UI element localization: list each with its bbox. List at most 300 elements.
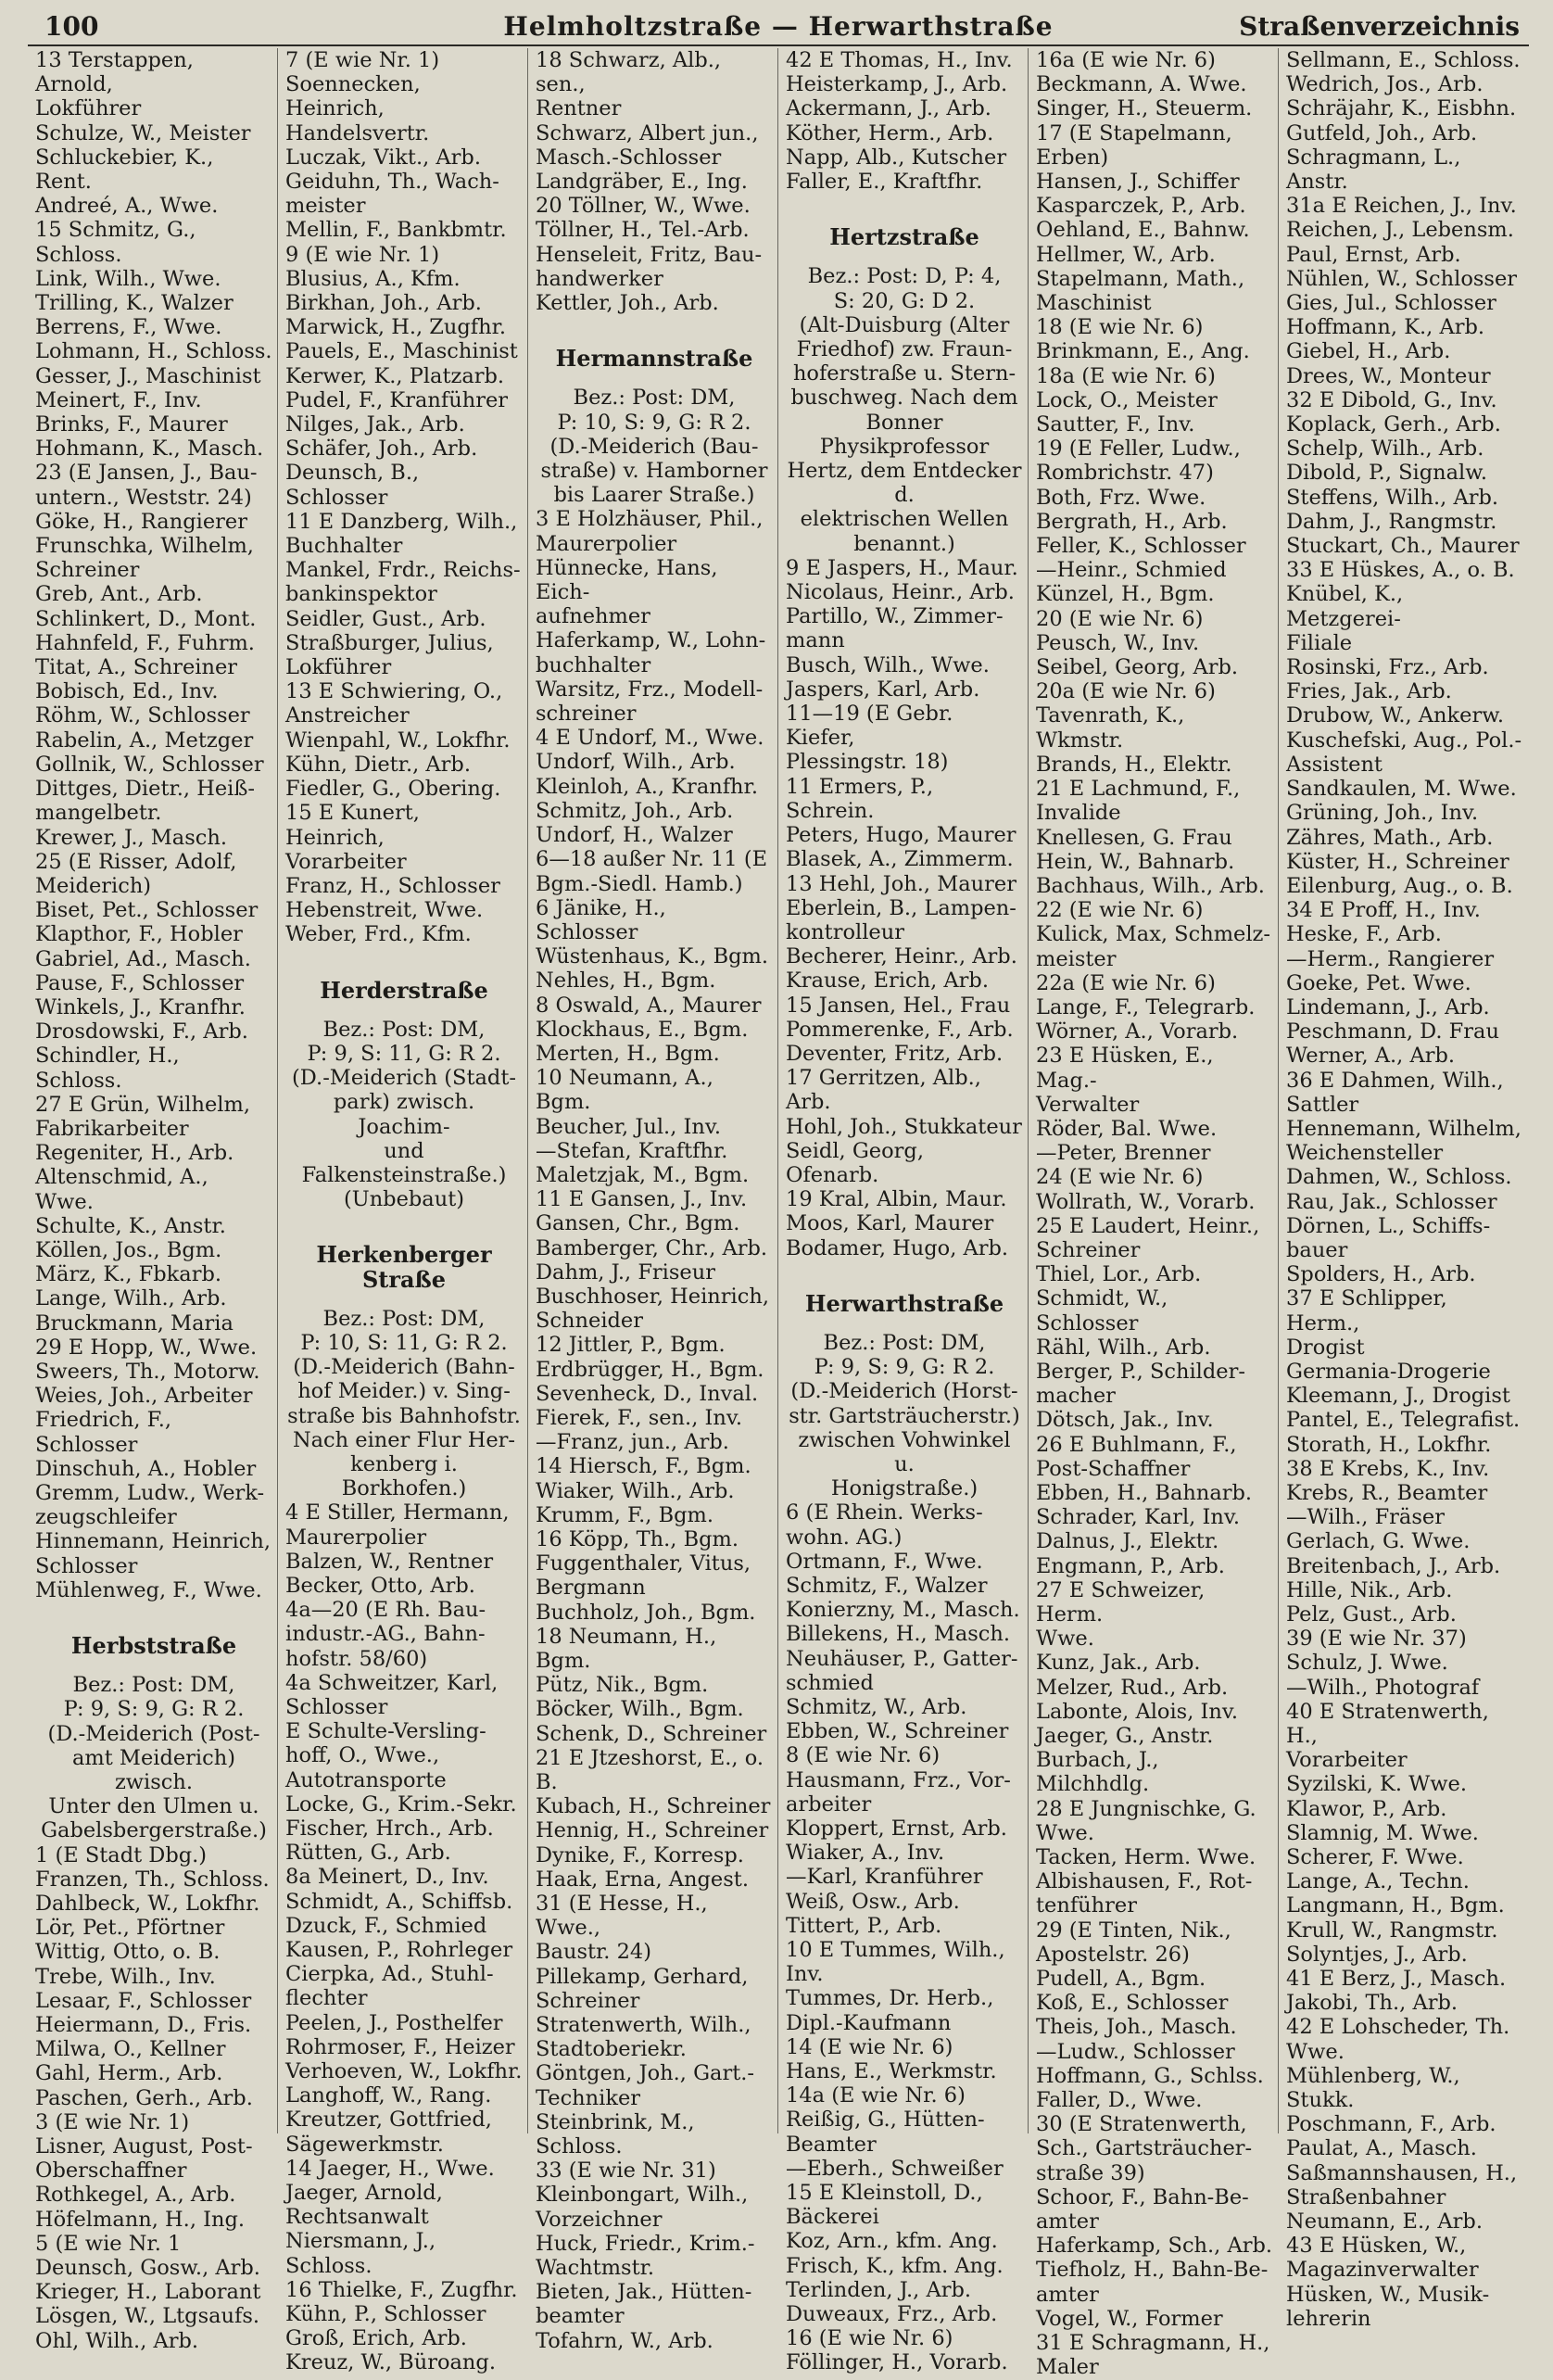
resident-entry: Gutfeld, Joh., Arb.: [1286, 120, 1478, 146]
resident-entry: Theis, Joh., Masch.: [1036, 2015, 1237, 2040]
resident-entry: —Heinr., Schmied: [1036, 558, 1227, 583]
resident-entry: Cierpka, Ad., Stuhl- flechter: [285, 1962, 494, 2011]
resident-entry: Steffens, Wilh., Arb.: [1286, 485, 1499, 510]
resident-entry: Langmann, H., Bgm.: [1286, 1893, 1505, 1918]
resident-entry: Dahm, J., Rangmstr.: [1286, 509, 1497, 534]
resident-entry: Rabelin, A., Metzger: [35, 728, 254, 753]
resident-entry: Landgräber, E., Ing.: [536, 170, 748, 195]
resident-entry: 1 (E Stadt Dbg.): [35, 1842, 208, 1867]
resident-entry: Pütz, Nik., Bgm.: [536, 1673, 709, 1698]
resident-entry: Hohmann, K., Masch.: [35, 437, 264, 462]
resident-entry: 4 E Stiller, Hermann, Maurerpolier: [285, 1500, 510, 1550]
resident-entry: Greb, Ant., Arb.: [35, 582, 203, 607]
resident-entry: Schulze, W., Meister: [35, 120, 251, 146]
resident-entry: Schelp, Wilh., Arb.: [1286, 437, 1484, 462]
resident-entry: Henseleit, Fritz, Bau- handwerker: [536, 242, 763, 291]
resident-entry: Klockhaus, E., Bgm.: [536, 1017, 749, 1042]
resident-entry: Krebs, R., Beamter: [1286, 1480, 1488, 1505]
resident-entry: Franz, H., Schlosser: [285, 873, 500, 898]
resident-entry: 30 (E Stratenwerth, Sch., Gartsträucher- straße 39): [1036, 2112, 1253, 2185]
resident-entry: Kerwer, K., Platzarb.: [285, 363, 505, 388]
resident-entry: Kleinloh, A., Kranfhr.: [536, 774, 758, 799]
resident-entry: Kreutzer, Gottfried, Sägewerkmstr.: [285, 2108, 492, 2157]
resident-entry: Birkhan, Joh., Arb.: [285, 291, 482, 316]
resident-entry: Balzen, W., Rentner: [285, 1549, 494, 1574]
resident-entry: 14a (E wie Nr. 6): [786, 2083, 966, 2108]
resident-entry: Billekens, H., Masch.: [786, 1622, 1011, 1647]
street-heading: Herbststraße: [70, 1632, 237, 1659]
resident-entry: Kuschefski, Aug., Pol.- Assistent: [1286, 728, 1522, 777]
resident-entry: Berger, P., Schilder- macher: [1036, 1359, 1245, 1409]
resident-entry: Tiefholz, H., Bahn-Be- amter: [1036, 2258, 1269, 2307]
resident-entry: Weies, Joh., Arbeiter: [35, 1384, 253, 1409]
page-number: 100: [44, 11, 99, 42]
resident-entry: Schragmann, L., Anstr.: [1286, 145, 1461, 195]
resident-entry: Andreé, A., Wwe.: [35, 194, 219, 219]
resident-entry: Grüning, Joh., Inv.: [1286, 801, 1479, 826]
resident-entry: Heiermann, D., Fris.: [35, 2013, 252, 2038]
resident-entry: Schlinkert, D., Mont.: [35, 606, 257, 631]
resident-entry: 20a (E wie Nr. 6): [1036, 679, 1216, 704]
resident-entry: Knellesen, G. Frau: [1036, 825, 1232, 850]
resident-entry: Hennig, H., Schreiner: [536, 1818, 769, 1843]
resident-entry: Föllinger, H., Vorarb.: [786, 2350, 1008, 2375]
resident-entry: 12 Jittler, P., Bgm.: [536, 1333, 726, 1358]
resident-entry: Schindler, H., Schloss.: [35, 1044, 180, 1093]
resident-entry: Mühlenberg, W., Stukk.: [1286, 2063, 1460, 2113]
resident-entry: Pillekamp, Gerhard, Schreiner: [536, 1964, 749, 2013]
resident-entry: 34 E Proff, H., Inv.: [1286, 898, 1481, 923]
resident-entry: Fierek, F., sen., Inv.: [536, 1405, 743, 1430]
resident-entry: Hans, E., Werkmstr.: [786, 2059, 997, 2084]
resident-entry: Jaeger, Arnold, Rechtsanwalt: [285, 2181, 443, 2230]
resident-entry: Hoffmann, G., Schlss.: [1036, 2063, 1264, 2088]
resident-entry: Stuckart, Ch., Maurer: [1286, 534, 1520, 559]
resident-entry: —Stefan, Kraftfhr.: [536, 1138, 728, 1163]
resident-entry: 14 Hiersch, F., Bgm.: [536, 1454, 751, 1479]
resident-entry: Fiedler, G., Obering.: [285, 777, 501, 802]
resident-entry: 11 E Gansen, J., Inv.: [536, 1187, 748, 1212]
resident-entry: Kühn, P., Schlosser: [285, 2302, 486, 2327]
resident-entry: 42 E Thomas, H., Inv.: [786, 48, 1013, 72]
resident-entry: Fries, Jak., Arb.: [1286, 679, 1452, 704]
street-description: (Unbebaut): [343, 1187, 465, 1212]
resident-entry: Schäfer, Joh., Arb.: [285, 437, 478, 462]
resident-entry: 38 E Krebs, K., Inv.: [1286, 1456, 1490, 1481]
resident-entry: Köther, Herm., Arb.: [786, 120, 994, 146]
resident-entry: Nilges, Jak., Arb.: [285, 412, 465, 437]
resident-entry: Duweaux, Frz., Arb.: [786, 2302, 998, 2327]
resident-entry: 15 E Kleinstoll, D., Bäckerei: [786, 2181, 983, 2230]
resident-entry: Wörner, A., Vorarb.: [1036, 1019, 1239, 1044]
resident-entry: Hausmann, Frz., Vor- arbeiter: [786, 1767, 1011, 1817]
resident-entry: Schrader, Karl, Inv.: [1036, 1505, 1241, 1530]
resident-entry: —Karl, Kranführer: [786, 1865, 983, 1890]
resident-entry: Schoor, F., Bahn-Be- amter: [1036, 2184, 1249, 2234]
resident-entry: Thiel, Lor., Arb.: [1036, 1262, 1202, 1287]
resident-entry: 8a Meinert, D., Inv.: [285, 1865, 489, 1890]
resident-entry: Krieger, H., Laborant: [35, 2280, 261, 2305]
resident-entry: Pudell, A., Bgm.: [1036, 1967, 1206, 1992]
resident-entry: Storath, H., Lokfhr.: [1286, 1432, 1492, 1457]
resident-entry: Pauels, E., Maschinist: [285, 339, 518, 364]
resident-entry: Milwa, O., Kellner: [35, 2037, 226, 2062]
resident-entry: E Schulte-Versling- hoff, O., Wwe., Autotransporte: [285, 1719, 486, 1792]
resident-entry: 20 (E wie Nr. 6): [1036, 606, 1204, 631]
resident-entry: Buschhoser, Heinrich, Schneider: [536, 1284, 769, 1334]
resident-entry: 16 Thielke, F., Zugfhr.: [285, 2277, 518, 2302]
resident-entry: Ortmann, F., Wwe.: [786, 1549, 983, 1574]
resident-entry: Hoffmann, K., Arb.: [1286, 315, 1485, 340]
resident-entry: Syzilski, K. Wwe.: [1286, 1772, 1468, 1797]
resident-entry: Beucher, Jul., Inv.: [536, 1114, 722, 1139]
resident-entry: Gesser, J., Maschinist: [35, 363, 261, 388]
resident-entry: 14 Jaeger, H., Wwe.: [285, 2156, 495, 2181]
resident-entry: Brinks, F., Maurer: [35, 412, 228, 437]
resident-entry: Göntgen, Joh., Gart.- Techniker: [536, 2061, 755, 2110]
resident-entry: Straßburger, Julius, Lokführer: [285, 630, 494, 680]
resident-entry: 18 Neumann, H., Bgm.: [536, 1624, 717, 1673]
resident-entry: Wedrich, Jos., Arb.: [1286, 72, 1484, 97]
resident-entry: Dahm, J., Friseur: [536, 1260, 715, 1285]
resident-entry: Röder, Bal. Wwe.: [1036, 1116, 1218, 1141]
resident-entry: 24 (E wie Nr. 6): [1036, 1165, 1204, 1190]
resident-entry: Wollrath, W., Vorarb.: [1036, 1189, 1256, 1214]
resident-entry: Dalnus, J., Elektr.: [1036, 1529, 1219, 1554]
resident-entry: 27 E Grün, Wilhelm, Fabrikarbeiter: [35, 1092, 250, 1141]
column-2: [278, 48, 528, 2375]
resident-entry: Kleemann, J., Drogist: [1286, 1384, 1510, 1409]
resident-entry: 36 E Dahmen, Wilh., Sattler: [1286, 1068, 1504, 1117]
resident-entry: Poschmann, F., Arb.: [1286, 2112, 1496, 2137]
resident-entry: Tittert, P., Arb.: [786, 1913, 942, 1938]
resident-entry: Bamberger, Chr., Arb.: [536, 1235, 768, 1260]
resident-entry: Hahnfeld, F., Fuhrm.: [35, 630, 255, 655]
resident-entry: Eilenburg, Aug., o. B.: [1286, 873, 1513, 898]
resident-entry: Lösgen, W., Ltgsaufs.: [35, 2304, 260, 2329]
resident-entry: Breitenbach, J., Arb.: [1286, 1553, 1501, 1578]
resident-entry: Bachhaus, Wilh., Arb.: [1036, 873, 1265, 898]
resident-entry: Sandkaulen, M. Wwe.: [1286, 777, 1517, 802]
resident-entry: 4 E Undorf, M., Wwe.: [536, 726, 764, 751]
resident-entry: Hohl, Joh., Stukkateur: [786, 1114, 1022, 1139]
resident-entry: Wienpahl, W., Lokfhr.: [285, 728, 511, 753]
resident-entry: Lange, A., Techn.: [1286, 1869, 1470, 1894]
resident-entry: Hellmer, W., Arb.: [1036, 242, 1216, 267]
resident-entry: Niersmann, J., Schloss.: [285, 2229, 436, 2278]
resident-entry: Schmitz, W., Arb.: [786, 1695, 967, 1719]
resident-entry: Pantel, E., Telegrafist.: [1286, 1408, 1521, 1433]
resident-entry: Peschmann, D. Frau: [1286, 1019, 1499, 1044]
resident-entry: 23 E Hüsken, E., Mag.- Verwalter: [1036, 1044, 1214, 1117]
resident-entry: 6 (E Rhein. Werks- wohn. AG.): [786, 1500, 983, 1550]
resident-entry: Sweers, Th., Motorw.: [35, 1359, 260, 1384]
resident-entry: Bruckmann, Maria: [35, 1310, 234, 1336]
resident-entry: Stratenwerth, Wilh., Stadtoberiekr.: [536, 2013, 751, 2062]
resident-entry: —Wilh., Fräser: [1286, 1505, 1445, 1530]
resident-entry: Winkels, J., Kranfhr.: [35, 994, 246, 1019]
resident-entry: Schulte, K., Anstr.: [35, 1213, 226, 1238]
resident-entry: März, K., Fbkarb.: [35, 1262, 222, 1287]
resident-entry: 7 (E wie Nr. 1): [285, 48, 440, 72]
resident-entry: 18 (E wie Nr. 6): [1036, 315, 1204, 340]
resident-entry: Frisch, K., kfm. Ang.: [786, 2253, 1004, 2278]
resident-entry: Schwarz, Albert jun., Masch.-Schlosser: [536, 120, 759, 170]
resident-entry: Solyntjes, J., Arb.: [1286, 1942, 1468, 1967]
resident-entry: Kausen, P., Rohrleger: [285, 1938, 513, 1963]
resident-entry: 39 (E wie Nr. 37): [1286, 1627, 1467, 1652]
street-description: Bez.: Post: DM, P: 9, S: 9, G: R 2. (D.-Meiderich (Post- amt Meiderich) zwisch. Unter den Ulmen u. Gabelsbergerstraße.): [41, 1673, 267, 1843]
resident-entry: Schmidt, W., Schlosser: [1036, 1286, 1168, 1336]
resident-entry: Gremm, Ludw., Werk- zeugschleifer: [35, 1480, 265, 1530]
resident-entry: Lisner, August, Post- Oberschaffner: [35, 2134, 253, 2184]
resident-entry: Haferkamp, Sch., Arb.: [1036, 2234, 1273, 2259]
resident-entry: Küster, H., Schreiner: [1286, 849, 1509, 874]
resident-entry: Regeniter, H., Arb.: [35, 1141, 234, 1166]
resident-entry: 10 Neumann, A., Bgm.: [536, 1066, 713, 1115]
resident-entry: Altenschmid, A., Wwe.: [35, 1165, 208, 1214]
resident-entry: Kleinbongart, Wilh., Vorzeichner: [536, 2183, 749, 2232]
resident-entry: Undorf, H., Walzer: [536, 823, 733, 848]
resident-entry: Locke, G., Krim.-Sekr.: [285, 1791, 517, 1817]
resident-entry: Bergrath, H., Arb.: [1036, 509, 1228, 534]
resident-entry: Vogel, W., Former: [1036, 2306, 1223, 2331]
resident-entry: Luczak, Vikt., Arb.: [285, 145, 481, 170]
resident-entry: Slamnig, M. Wwe.: [1286, 1820, 1479, 1845]
resident-entry: Labonte, Alois, Inv.: [1036, 1699, 1239, 1724]
resident-entry: Bieten, Jak., Hütten- beamter: [536, 2280, 752, 2329]
resident-entry: Nühlen, W., Schlosser: [1286, 266, 1518, 291]
resident-entry: Hünnecke, Hans, Eich- aufnehmer: [536, 555, 718, 629]
column-3: [528, 48, 778, 2353]
resident-entry: Wittig, Otto, o. B.: [35, 1940, 221, 1965]
resident-entry: Höfelmann, H., Ing.: [35, 2207, 246, 2232]
resident-entry: 42 E Lohscheder, Th. Wwe.: [1286, 2015, 1510, 2064]
resident-entry: 4a—20 (E Rh. Bau- industr.-AG., Bahn- hofstr. 58/60): [285, 1598, 486, 1671]
resident-entry: Drosdowski, F., Arb.: [35, 1019, 248, 1044]
resident-entry: Both, Frz. Wwe.: [1036, 485, 1206, 510]
resident-entry: 14 (E wie Nr. 6): [786, 2034, 953, 2059]
resident-entry: Lindemann, J., Arb.: [1286, 994, 1490, 1019]
column-5: [1029, 48, 1279, 2380]
resident-entry: 16 (E wie Nr. 6): [786, 2326, 953, 2351]
resident-entry: Ohl, Wilh., Arb.: [35, 2328, 199, 2353]
resident-entry: Kloppert, Ernst, Arb.: [786, 1817, 1007, 1842]
resident-entry: Dittges, Dietr., Heiß- mangelbetr.: [35, 777, 255, 826]
resident-entry: Seidler, Gust., Arb.: [285, 606, 486, 631]
resident-entry: 11 E Danzberg, Wilh., Buchhalter: [285, 509, 518, 559]
resident-entry: Seidl, Georg, Ofenarb.: [786, 1138, 924, 1187]
resident-entry: Schräjahr, K., Eisbhn.: [1286, 96, 1517, 121]
resident-entry: Moos, Karl, Maurer: [786, 1211, 994, 1236]
resident-entry: Rau, Jak., Schlosser: [1286, 1189, 1497, 1214]
resident-entry: Warsitz, Frz., Modell- schreiner: [536, 677, 764, 727]
resident-entry: Rosinski, Frz., Arb.: [1286, 655, 1489, 680]
resident-entry: Gies, Jul., Schlosser: [1286, 291, 1496, 316]
resident-entry: 6 Jänike, H., Schlosser: [536, 895, 666, 944]
resident-entry: Lohmann, H., Schloss.: [35, 339, 272, 364]
resident-entry: 33 (E wie Nr. 31): [536, 2158, 716, 2184]
column-4: [778, 48, 1029, 2375]
resident-entry: 11 Ermers, P., Schrein.: [786, 774, 934, 823]
resident-entry: Krause, Erich, Arb.: [786, 968, 989, 994]
column-6: [1279, 48, 1529, 2331]
resident-entry: Marwick, H., Zugfhr.: [285, 315, 507, 340]
resident-entry: Kulick, Max, Schmelz- meister: [1036, 922, 1270, 971]
resident-entry: Tummes, Dr. Herb., Dipl.-Kaufmann: [786, 1986, 994, 2035]
resident-entry: Dzuck, F., Schmied: [285, 1913, 487, 1938]
resident-entry: Kubach, H., Schreiner: [536, 1794, 771, 1819]
resident-entry: Busch, Wilh., Wwe.: [786, 652, 990, 677]
resident-entry: 8 (E wie Nr. 6): [786, 1743, 941, 1768]
resident-entry: Schmitz, F., Walzer: [786, 1573, 988, 1598]
street-description: Bez.: Post: DM, P: 9, S: 9, G: R 2. (D.-Meiderich (Horst- str. Gartsträucherstr.) zwischen Vohwinkel u. Honigstraße.): [789, 1330, 1020, 1501]
resident-entry: 29 (E Tinten, Nik., Apostelstr. 26): [1036, 1918, 1231, 1967]
resident-entry: Brands, H., Elektr.: [1036, 752, 1232, 777]
resident-entry: Rohrmoser, F., Heizer: [285, 2034, 515, 2059]
resident-entry: 18a (E wie Nr. 6): [1036, 363, 1216, 388]
resident-entry: Groß, Erich, Arb.: [285, 2326, 467, 2351]
resident-entry: Wiaker, A., Inv.: [786, 1841, 945, 1866]
resident-entry: Giebel, H., Arb.: [1286, 339, 1451, 364]
resident-entry: Tofahrn, W., Arb.: [536, 2328, 713, 2353]
directory-columns: [28, 48, 1529, 2380]
resident-entry: Titat, A., Schreiner: [35, 655, 238, 680]
resident-entry: Bobisch, Ed., Inv.: [35, 679, 219, 704]
resident-entry: —Eberh., Schweißer: [786, 2156, 1004, 2181]
resident-entry: Germania-Drogerie: [1286, 1359, 1491, 1384]
resident-entry: Goeke, Pet. Wwe.: [1286, 970, 1471, 995]
resident-entry: Rothkegel, A., Arb.: [35, 2183, 236, 2208]
resident-entry: Napp, Alb., Kutscher: [786, 145, 1007, 170]
resident-entry: Gabriel, Ad., Masch.: [35, 946, 251, 971]
resident-entry: Singer, H., Steuerm.: [1036, 96, 1253, 121]
resident-entry: Gahl, Herm., Arb.: [35, 2061, 223, 2086]
street-description: Bez.: Post: DM, P: 9, S: 11, G: R 2. (D.-Meiderich (Stadt- park) zwisch. Joachim- und Falkensteinstraße.): [292, 1017, 516, 1187]
resident-entry: Berrens, F., Wwe.: [35, 315, 222, 340]
resident-entry: Heisterkamp, J., Arb.: [786, 72, 1008, 97]
resident-entry: 31a E Reichen, J., Inv.: [1286, 194, 1517, 219]
resident-entry: Dörnen, L., Schiffs- bauer: [1286, 1213, 1491, 1262]
resident-entry: Nehles, H., Bgm.: [536, 968, 716, 994]
resident-entry: Melzer, Rud., Arb.: [1036, 1675, 1229, 1700]
resident-entry: 26 E Buhlmann, F., Post-Schaffner: [1036, 1432, 1237, 1481]
resident-entry: 25 E Laudert, Heinr., Schreiner: [1036, 1213, 1260, 1262]
resident-entry: Meinert, F., Inv.: [35, 387, 202, 412]
resident-entry: Tavenrath, K., Wkmstr.: [1036, 703, 1185, 753]
street-heading: Herwarthstraße: [804, 1289, 1004, 1317]
resident-entry: —Peter, Brenner: [1036, 1141, 1211, 1166]
resident-entry: Dahmen, W., Schloss.: [1286, 1165, 1512, 1190]
resident-entry: 15 Schmitz, G., Schloss.: [35, 218, 196, 267]
resident-entry: 13 E Schwiering, O., Anstreicher: [285, 679, 503, 728]
resident-entry: Sellmann, E., Schloss.: [1286, 48, 1521, 72]
resident-entry: Kettler, Joh., Arb.: [536, 291, 719, 316]
resident-entry: Dahlbeck, W., Lokfhr.: [35, 1892, 260, 1917]
resident-entry: Feller, K., Schlosser: [1036, 534, 1246, 559]
resident-entry: 29 E Hopp, W., Wwe.: [35, 1335, 258, 1360]
resident-entry: Deunsch, B., Schlosser: [285, 461, 420, 510]
resident-entry: Koß, E., Schlosser: [1036, 1991, 1229, 2016]
resident-entry: Ebben, W., Schreiner: [786, 1719, 1009, 1744]
resident-entry: 17 (E Stapelmann, Erben): [1036, 120, 1232, 170]
resident-entry: Heske, F., Arb.: [1286, 922, 1442, 947]
resident-entry: 28 E Jungnischke, G. Wwe.: [1036, 1796, 1256, 1845]
resident-entry: Oehland, E., Bahnw.: [1036, 218, 1250, 243]
resident-entry: Ackermann, J., Arb.: [786, 96, 991, 121]
street-description: Bez.: Post: D, P: 4, S: 20, G: D 2. (Alt-Duisburg (Alter Friedhof) zw. Fraun- hoferstraße u. Stern- buschweg. Nach dem Bonner Physikprofessor Hertz, dem Entdecker d. elektrischen Wellen benannt.): [787, 264, 1022, 556]
resident-entry: Göke, H., Rangierer: [35, 509, 247, 534]
resident-entry: Saßmannshausen, H., Straßenbahner: [1286, 2160, 1518, 2209]
resident-entry: Gansen, Chr., Bgm.: [536, 1211, 740, 1236]
resident-entry: 25 (E Risser, Adolf, Meiderich): [35, 849, 237, 898]
resident-entry: Franzen, Th., Schloss.: [35, 1867, 270, 1892]
resident-entry: Lesaar, F., Schlosser: [35, 1988, 252, 2013]
resident-entry: Rütten, G., Arb.: [285, 1841, 451, 1866]
resident-entry: Schmidt, A., Schiffsb.: [285, 1889, 513, 1914]
resident-entry: Schulz, J. Wwe.: [1286, 1651, 1448, 1676]
resident-entry: Erdbrügger, H., Bgm.: [536, 1357, 764, 1382]
resident-entry: 5 (E wie Nr. 1: [35, 2231, 182, 2256]
resident-entry: Lör, Pet., Pförtner: [35, 1916, 225, 1941]
resident-entry: —Franz, jun., Arb.: [536, 1430, 729, 1455]
resident-entry: Schluckebier, K., Rent.: [35, 145, 214, 195]
resident-entry: 15 Jansen, Hel., Frau: [786, 993, 1011, 1018]
resident-entry: 33 E Hüskes, A., o. B.: [1286, 558, 1515, 583]
resident-entry: 21 E Jtzeshorst, E., o. B.: [536, 1745, 764, 1795]
resident-entry: Kasparczek, P., Arb.: [1036, 194, 1246, 219]
resident-entry: Jaspers, Karl, Arb.: [786, 677, 980, 702]
resident-entry: Blasek, A., Zimmerm.: [786, 847, 1014, 872]
resident-entry: 32 E Dibold, G., Inv.: [1286, 387, 1497, 412]
resident-entry: Engmann, P., Arb.: [1036, 1553, 1225, 1578]
resident-entry: Koz, Arn., kfm. Ang.: [786, 2229, 998, 2254]
resident-entry: 27 E Schweizer, Herm. Wwe.: [1036, 1577, 1206, 1652]
resident-entry: 18 Schwarz, Alb., sen., Rentner: [536, 48, 722, 121]
resident-entry: Jaeger, G., Anstr.: [1036, 1724, 1214, 1749]
resident-entry: 20 Töllner, W., Wwe.: [536, 194, 751, 219]
resident-entry: Haak, Erna, Angest.: [536, 1867, 749, 1892]
resident-entry: Dinschuh, A., Hobler: [35, 1456, 257, 1481]
resident-entry: Krull, W., Rangmstr.: [1286, 1918, 1498, 1943]
resident-entry: Brinkmann, E., Ang.: [1036, 339, 1250, 364]
resident-entry: Kühn, Dietr., Arb.: [285, 752, 471, 777]
resident-entry: 19 (E Feller, Ludw., Rombrichstr. 47): [1036, 437, 1241, 486]
resident-entry: Soennecken, Heinrich, Handelsvertr.: [285, 72, 430, 146]
resident-entry: 4a Schweitzer, Karl, Schlosser: [285, 1670, 499, 1719]
resident-entry: Hille, Nik., Arb.: [1286, 1577, 1453, 1602]
resident-entry: Fuggenthaler, Vitus, Bergmann: [536, 1551, 751, 1601]
resident-entry: Hennemann, Wilhelm, Weichensteller: [1286, 1116, 1521, 1166]
resident-entry: Gollnik, W., Schlosser: [35, 752, 264, 777]
resident-entry: Beckmann, A. Wwe.: [1036, 72, 1247, 97]
resident-entry: Lock, O., Meister: [1036, 387, 1218, 412]
resident-entry: Maletzjak, M., Bgm.: [536, 1162, 750, 1187]
resident-entry: Dynike, F., Korresp.: [536, 1842, 744, 1867]
resident-entry: Trebe, Wilh., Inv.: [35, 1964, 216, 1989]
resident-entry: Reichen, J., Lebensm.: [1286, 218, 1514, 243]
resident-entry: Klapthor, F., Hobler: [35, 922, 243, 947]
resident-entry: Lange, Wilh., Arb.: [35, 1286, 227, 1311]
resident-entry: Weiß, Osw., Arb.: [786, 1889, 960, 1914]
resident-entry: Paschen, Gerh., Arb.: [35, 2085, 253, 2110]
resident-entry: Seibel, Georg, Arb.: [1036, 655, 1239, 680]
resident-entry: 19 Kral, Albin, Maur.: [786, 1187, 1007, 1212]
resident-entry: Kreuz, W., Büroang.: [285, 2350, 496, 2375]
resident-entry: Mellin, F., Bankbmtr.: [285, 218, 507, 243]
resident-entry: Buchholz, Joh., Bgm.: [536, 1600, 756, 1625]
resident-entry: Peelen, J., Posthelfer: [285, 2010, 503, 2035]
